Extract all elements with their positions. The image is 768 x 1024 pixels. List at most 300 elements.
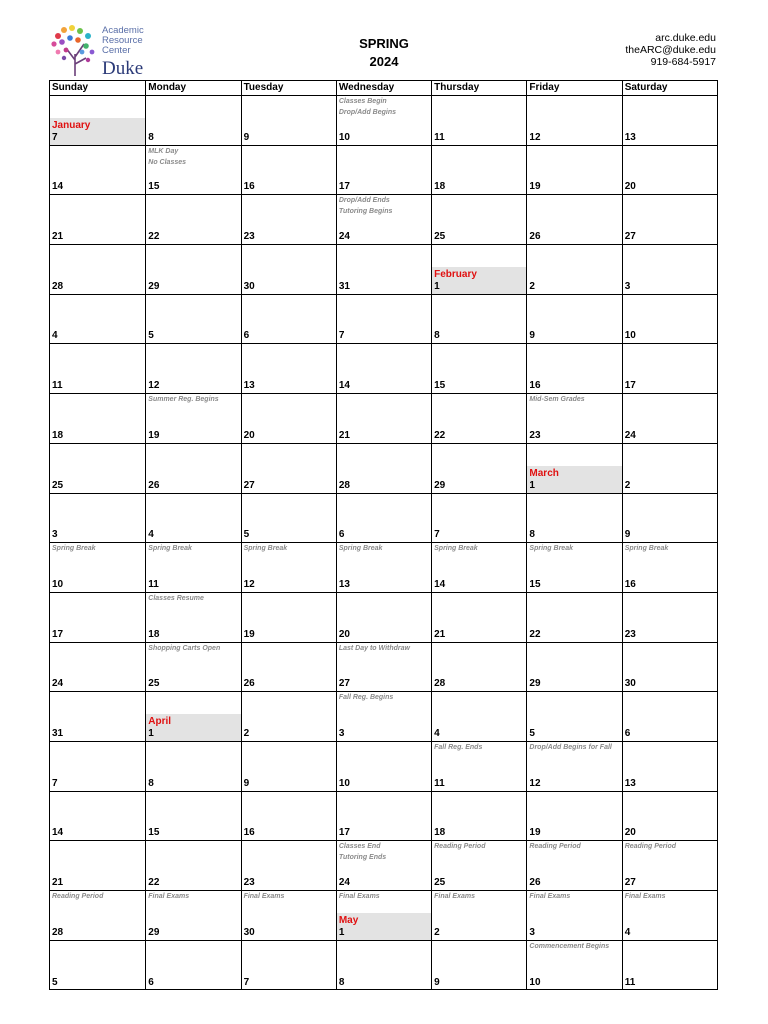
day-number: 25 [52,479,64,491]
day-cell [336,692,431,741]
event-note: Final Exams [338,893,380,900]
day-cell [50,792,145,841]
day-number: 12 [243,578,255,590]
day-cell [336,593,431,642]
day-cell [145,643,240,692]
day-cell [526,394,621,443]
event-note: Final Exams [434,893,475,900]
day-cell [431,643,526,692]
day-number: 20 [624,827,636,839]
event-note: Spring Break [434,545,478,553]
day-number: 5 [243,529,250,541]
day-number: 25 [434,231,446,243]
day-number: 20 [338,628,350,640]
day-number: 21 [52,231,64,243]
day-cell [622,444,717,493]
day-cell [50,195,145,244]
day-cell [241,692,336,741]
day-number: 16 [243,181,255,193]
week-row [50,742,717,792]
day-cell [431,96,526,145]
day-number: 11 [624,977,636,989]
day-cell [50,692,145,741]
day-number: 7 [52,131,58,143]
day-number: 15 [529,578,541,590]
event-note: Drop/Add Ends [338,197,390,205]
event-note: Last Day to Withdraw [338,644,410,652]
month-label: February [434,268,477,280]
event-note: Spring Break [624,545,669,553]
day-number: 9 [624,529,631,541]
day-number: 18 [52,429,64,441]
day-cell [241,543,336,592]
day-cell [145,891,240,940]
day-number: 8 [148,131,154,143]
event-note: Final Exams [529,893,571,900]
weekday-header: Wednesday [336,81,431,95]
day-number: 28 [52,926,64,938]
day-number: 26 [243,678,255,690]
day-cell [241,245,336,294]
day-number: 13 [243,380,255,392]
day-number: 23 [243,877,255,888]
day-cell [145,841,240,890]
day-cell [431,543,526,592]
weekday-header: Tuesday [241,81,336,95]
day-cell [431,792,526,841]
day-cell [241,792,336,841]
day-cell [50,941,145,991]
weekday-header: Friday [526,81,621,95]
day-cell [145,742,240,791]
day-number: 17 [52,628,64,640]
day-number: 1 [338,926,345,938]
day-number: 4 [148,529,154,541]
day-number: 26 [529,877,541,888]
day-cell [50,146,145,195]
day-number: 12 [148,380,160,392]
day-cell [241,146,336,195]
day-number: 5 [529,727,535,739]
day-number: 25 [148,678,160,690]
event-note: Spring Break [338,545,383,553]
day-cell [526,841,621,890]
day-number: 6 [338,529,345,541]
day-number: 19 [529,181,541,193]
day-number: 14 [52,827,64,839]
day-cell [526,96,621,145]
day-number: 12 [529,777,541,789]
day-cell [526,941,621,991]
day-number: 21 [434,628,446,640]
event-note: Tutoring Ends [338,854,387,862]
day-cell [622,543,717,592]
day-number: 21 [52,877,64,888]
event-note: Spring Break [52,545,96,553]
day-number: 11 [434,131,445,143]
event-note: Classes Begin [338,98,387,105]
event-note: No Classes [148,158,187,166]
day-cell [526,543,621,592]
event-note: Reading Period [52,893,104,900]
day-number: 19 [243,628,255,640]
day-number: 26 [529,231,541,243]
day-number: 14 [434,578,446,590]
day-cell [336,295,431,344]
day-cell [50,344,145,393]
week-row [50,195,717,245]
day-cell [50,494,145,543]
day-number: 15 [434,380,446,392]
day-cell [526,742,621,791]
weekday-header-row [50,81,717,96]
event-note: Reading Period [434,843,486,851]
day-cell [336,891,431,940]
day-cell [526,146,621,195]
day-number: 21 [338,429,350,441]
day-number: 28 [338,479,350,491]
day-cell [526,195,621,244]
day-cell [50,593,145,642]
logo-text-line: Resource [102,35,143,46]
weeks-container [50,96,717,990]
day-cell [526,444,621,493]
day-cell [622,593,717,642]
day-number: 8 [148,777,154,789]
contact-website: arc.duke.edu [655,32,716,44]
day-cell [431,195,526,244]
day-cell [622,941,717,991]
day-cell [526,692,621,741]
week-row [50,96,717,146]
day-number: 27 [338,678,350,690]
day-cell [526,344,621,393]
day-cell [622,494,717,543]
week-row [50,245,717,295]
day-number: 10 [624,330,636,342]
day-cell [431,891,526,940]
day-cell [145,394,240,443]
day-number: 16 [243,827,255,839]
day-cell [50,295,145,344]
day-cell [145,543,240,592]
day-number: 2 [624,479,631,491]
day-number: 22 [148,231,160,243]
week-row [50,891,717,941]
day-cell [50,245,145,294]
day-number: 4 [624,926,631,938]
day-number: 7 [434,529,440,541]
day-cell [622,891,717,940]
event-note: Summer Reg. Begins [148,396,219,404]
week-row [50,792,717,842]
day-cell [336,792,431,841]
day-cell [50,543,145,592]
day-cell [145,792,240,841]
day-number: 16 [529,380,541,392]
day-cell [526,494,621,543]
day-number: 25 [434,877,446,888]
event-note: Tutoring Begins [338,208,393,216]
day-cell [145,295,240,344]
day-number: 19 [148,429,160,441]
day-cell [431,295,526,344]
day-cell [526,643,621,692]
day-cell [526,891,621,940]
day-cell [622,146,717,195]
day-number: 4 [52,330,58,342]
day-number: 18 [434,181,446,193]
event-note: Classes Resume [148,594,204,602]
contact-phone: 919-684-5917 [650,56,716,68]
day-cell [622,344,717,393]
event-note: Spring Break [148,545,192,553]
weekday-header: Thursday [431,81,526,95]
event-note: Final Exams [624,893,666,900]
day-number: 2 [434,926,440,938]
event-note: Drop/Add Begins [338,109,397,116]
day-cell [145,344,240,393]
title-term: SPRING [359,36,409,51]
day-cell [50,394,145,443]
day-cell [431,146,526,195]
calendar-grid [49,80,718,990]
day-cell [241,195,336,244]
day-number: 23 [624,628,636,640]
logo-brand: Duke [102,58,144,79]
day-number: 15 [148,827,160,839]
day-number: 30 [624,678,636,690]
day-cell [145,494,240,543]
day-number: 23 [529,429,541,441]
day-number: 18 [434,827,446,839]
day-number: 6 [624,727,631,739]
event-note: Mid-Sem Grades [529,396,585,404]
day-cell [241,444,336,493]
event-note: Classes End [338,843,381,851]
day-cell [622,841,717,890]
title-year: 2024 [369,54,399,69]
day-cell [622,692,717,741]
day-number: 27 [624,231,636,243]
day-number: 16 [624,578,636,590]
day-number: 29 [148,926,160,938]
day-cell [526,245,621,294]
day-number: 1 [148,727,154,739]
day-cell [622,643,717,692]
day-number: 5 [148,330,154,342]
header [0,0,768,80]
day-cell [145,692,240,741]
day-number: 31 [338,280,350,292]
month-label: March [529,467,559,479]
day-cell [145,96,240,145]
day-number: 12 [529,131,541,143]
event-note: Fall Reg. Ends [434,743,483,751]
day-cell [50,841,145,890]
month-label: April [148,715,172,727]
day-number: 19 [529,827,541,839]
week-row [50,494,717,544]
event-note: Final Exams [243,893,285,900]
day-number: 3 [529,926,535,938]
day-number: 3 [338,727,345,739]
contact-info [625,32,716,68]
day-number: 30 [243,280,255,292]
day-number: 29 [148,280,160,292]
event-note: Commencement Begins [529,942,610,950]
day-number: 6 [148,977,154,989]
day-number: 8 [338,977,345,989]
month-label: January [52,119,91,131]
logo-text-line: Center [102,45,131,56]
event-note: Spring Break [529,545,573,553]
day-cell [431,245,526,294]
day-number: 13 [624,131,636,143]
day-cell [431,494,526,543]
day-cell [336,494,431,543]
day-number: 17 [338,827,350,839]
day-cell [145,146,240,195]
day-number: 18 [148,628,160,640]
day-number: 7 [243,977,250,989]
day-cell [622,394,717,443]
day-cell [241,494,336,543]
day-number: 14 [52,181,64,193]
day-number: 22 [148,877,160,888]
day-cell [336,96,431,145]
day-cell [241,295,336,344]
day-number: 7 [338,330,345,342]
day-cell [336,841,431,890]
week-row [50,344,717,394]
day-number: 5 [52,977,58,989]
day-number: 10 [52,578,64,590]
day-number: 9 [529,330,535,342]
day-number: 10 [338,131,350,143]
day-cell [622,96,717,145]
day-cell [241,891,336,940]
day-number: 17 [624,380,636,392]
day-cell [526,295,621,344]
day-number: 20 [243,429,255,441]
week-row [50,146,717,196]
week-row [50,941,717,991]
day-cell [431,394,526,443]
day-cell [50,742,145,791]
day-cell [241,742,336,791]
day-number: 24 [338,877,350,888]
day-number: 8 [529,529,535,541]
day-number: 22 [434,429,446,441]
event-note: Shopping Carts Open [148,644,221,652]
day-cell [336,344,431,393]
day-number: 8 [434,330,440,342]
day-cell [622,742,717,791]
contact-email: theARC@duke.edu [625,44,716,56]
day-cell [526,593,621,642]
day-cell [241,841,336,890]
day-cell [145,195,240,244]
day-number: 23 [243,231,255,243]
week-row [50,593,717,643]
day-cell [145,593,240,642]
day-number: 11 [148,578,159,590]
day-cell [336,195,431,244]
event-note: MLK Day [148,147,179,155]
day-number: 9 [243,777,250,789]
day-cell [431,941,526,991]
day-number: 28 [434,678,446,690]
day-number: 2 [243,727,250,739]
day-number: 3 [624,280,631,292]
day-number: 29 [529,678,541,690]
day-number: 20 [624,181,636,193]
weekday-header: Monday [145,81,240,95]
day-number: 28 [52,280,64,292]
day-number: 3 [52,529,58,541]
day-cell [241,593,336,642]
week-row [50,643,717,693]
event-note: Reading Period [624,843,677,851]
tree-icon [48,24,98,78]
day-cell [431,344,526,393]
week-row [50,692,717,742]
day-cell [336,742,431,791]
day-number: 13 [338,578,350,590]
weekday-header: Sunday [52,82,89,93]
day-number: 27 [624,877,636,888]
day-cell [145,444,240,493]
day-cell [336,245,431,294]
day-cell [336,444,431,493]
day-number: 10 [529,977,541,989]
day-cell [622,195,717,244]
day-number: 7 [52,777,58,789]
week-row [50,394,717,444]
day-number: 11 [52,380,63,392]
day-cell [336,146,431,195]
day-cell [431,444,526,493]
event-note: Fall Reg. Begins [338,694,394,702]
day-number: 4 [434,727,440,739]
week-row [50,841,717,891]
day-number: 13 [624,777,636,789]
week-row [50,543,717,593]
month-label: May [338,914,359,926]
day-cell [431,841,526,890]
weekday-header: Saturday [622,81,717,95]
day-number: 24 [338,231,350,243]
day-cell [431,742,526,791]
day-cell [145,245,240,294]
day-cell [241,394,336,443]
day-cell [622,792,717,841]
event-note: Drop/Add Begins for Fall [529,743,612,751]
day-number: 31 [52,727,64,739]
day-cell [241,96,336,145]
day-cell [50,96,145,145]
day-number: 30 [243,926,255,938]
day-number: 15 [148,181,160,193]
day-number: 22 [529,628,541,640]
day-number: 9 [434,977,440,989]
day-cell [336,643,431,692]
arc-duke-logo [48,24,158,80]
day-cell [50,891,145,940]
day-number: 1 [434,280,440,292]
event-note: Final Exams [148,893,190,900]
